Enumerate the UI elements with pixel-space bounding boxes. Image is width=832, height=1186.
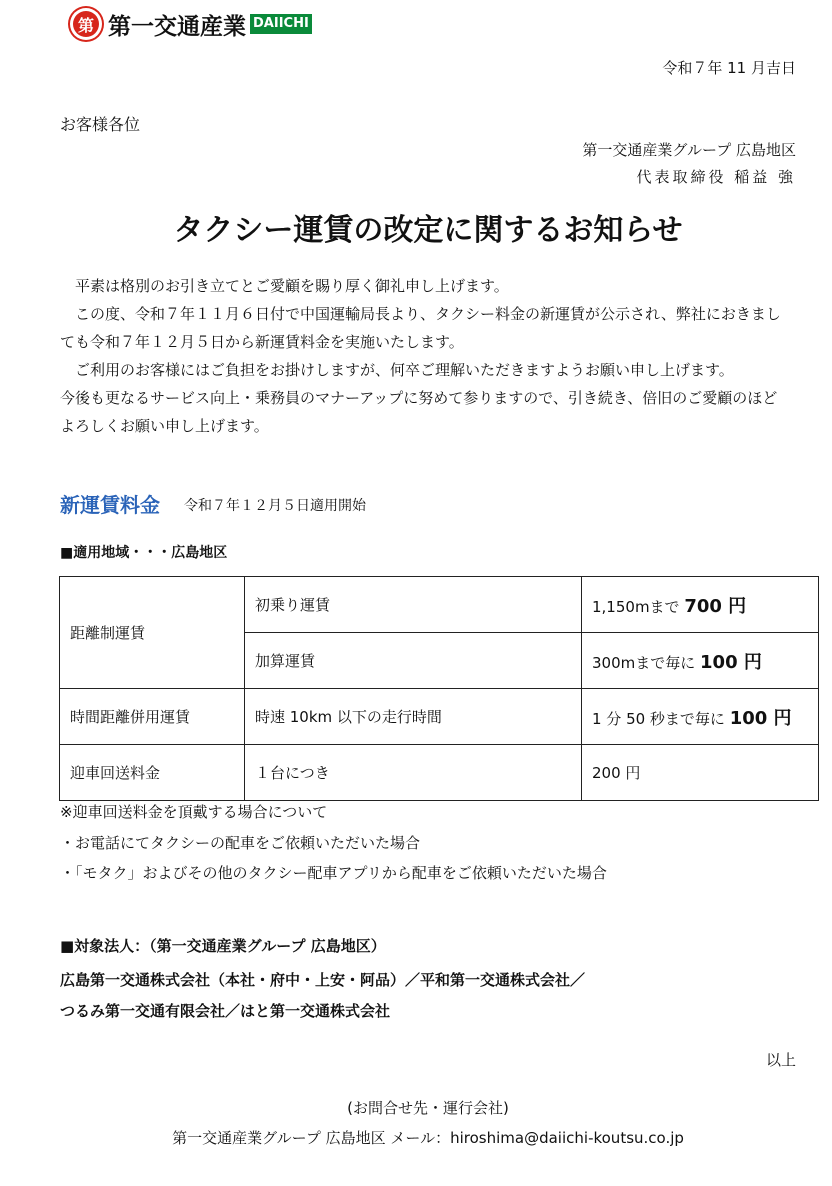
notice-date: 令和７年 11 月吉日	[662, 59, 796, 77]
area-label: ■適用地域・・・広島地区	[60, 545, 228, 561]
section-subtitle: 令和７年１２月５日適用開始	[184, 498, 366, 514]
body-paragraph-3: ご利用のお客様にはご負担をお掛けしますが、何卒ご理解いただきますようお願い申し上げます。	[75, 361, 734, 379]
price-prefix: 300mまで毎に	[592, 653, 701, 672]
price-value: 100 円	[700, 651, 762, 673]
body-text	[60, 272, 790, 440]
sender-company: 第一交通産業グループ 広島地区	[582, 141, 796, 159]
table-cell-label: 時間距離併用運賃	[60, 689, 245, 745]
table-cell-price: 200 円	[582, 745, 819, 801]
target-companies-line-2: つるみ第一交通有限会社／はと第一交通株式会社	[60, 1002, 391, 1020]
table-row	[60, 577, 819, 633]
page-title: タクシー運賃の改定に関するお知らせ	[173, 213, 683, 248]
fare-table	[59, 576, 819, 801]
closing-mark: 以上	[765, 1051, 796, 1069]
body-paragraph-1: 平素は格別のお引き立てとご愛顧を賜り厚く御礼申し上げます。	[75, 277, 509, 295]
addressee: お客様各位	[60, 115, 141, 134]
body-paragraph-2: この度、令和７年１１月６日付で中国運輸局長より、タクシー料金の新運賃が公示され、弊社におきましても令和７年１２月５日から新運賃料金を実施いたします。	[60, 305, 781, 351]
price-value: 700 円	[684, 595, 747, 617]
table-cell-price	[582, 689, 819, 745]
price-value: 100 円	[729, 707, 792, 729]
table-cell-price	[582, 633, 819, 689]
table-cell-item: １台につき	[245, 745, 582, 801]
note-item: ・お電話にてタクシーの配車をご依頼いただいた場合	[60, 834, 421, 852]
contact-line: 第一交通産業グループ 広島地区 メール：hiroshima@daiichi-koutsu.co.jp	[172, 1129, 684, 1147]
price-prefix: 1 分 50 秒まで毎に	[592, 709, 730, 728]
company-logo	[70, 6, 312, 42]
sender-person: 代表取締役 稲益 強	[636, 168, 796, 186]
table-row	[60, 745, 819, 801]
logo-name: 第一交通産業	[108, 13, 246, 40]
table-cell-item: 時速 10km 以下の走行時間	[245, 689, 582, 745]
note-heading: ※迎車回送料金を頂戴する場合について	[60, 803, 328, 821]
table-cell-item: 加算運賃	[245, 633, 582, 689]
table-cell-label: 距離制運賃	[60, 577, 245, 689]
table-cell-label: 迎車回送料金	[60, 745, 245, 801]
logo-badge: DAIICHI	[250, 14, 312, 34]
logo-mark: 第	[70, 8, 102, 40]
contact-heading: (お問合せ先・運行会社)	[347, 1099, 509, 1117]
table-cell-price	[582, 577, 819, 633]
note-item: ・「モタク」およびその他のタクシー配車アプリから配車をご依頼いただいた場合	[60, 864, 607, 882]
price-prefix: 1,150mまで	[592, 597, 685, 616]
body-paragraph-4: 今後も更なるサービス向上・乗務員のマナーアップに努めて参りますので、引き続き、倍旧のご愛顧のほどよろしくお願い申し上げます。	[60, 389, 778, 435]
target-heading: ■対象法人：（第一交通産業グループ 広島地区）	[60, 937, 386, 955]
table-cell-item: 初乗り運賃	[245, 577, 582, 633]
section-title: 新運賃料金	[60, 493, 160, 517]
target-companies-line-1: 広島第一交通株式会社（本社・府中・上安・阿品）／平和第一交通株式会社／	[60, 971, 586, 989]
table-row	[60, 689, 819, 745]
